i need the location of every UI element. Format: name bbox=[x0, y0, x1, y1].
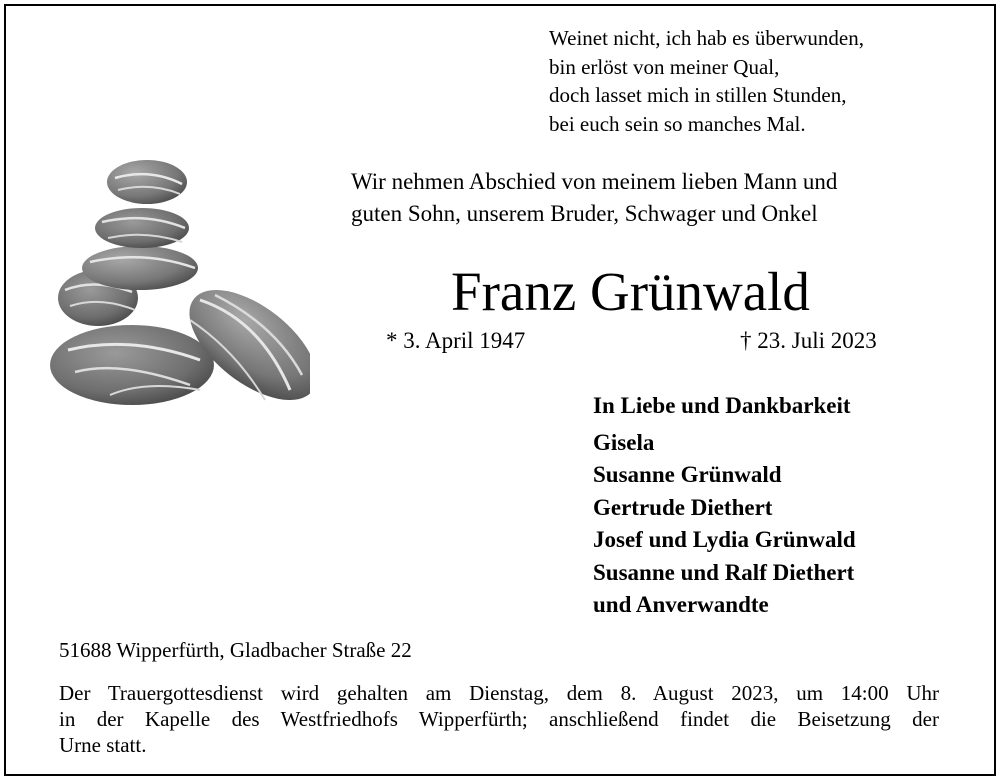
deceased-name: Franz Grünwald bbox=[451, 261, 810, 322]
service-line: Urne statt. bbox=[59, 733, 147, 757]
service-line: in der Kapelle des Westfriedhofs Wipperfürth; anschließend findet die Beisetzung der bbox=[59, 707, 939, 731]
mourners-heading: In Liebe und Dankbarkeit bbox=[593, 393, 851, 418]
intro-line: Wir nehmen Abschied von meinem lieben Mann und bbox=[351, 169, 838, 194]
mourners-list bbox=[593, 390, 856, 622]
poem-line: doch lasset mich in stillen Stunden, bbox=[549, 83, 847, 107]
intro-text bbox=[351, 166, 837, 230]
mourner-name: Susanne Grünwald bbox=[593, 462, 782, 487]
service-line: Der Trauergottesdienst wird gehalten am Dienstag, dem 8. August 2023, um 14:00 Uhr bbox=[59, 681, 939, 705]
mourner-name: Gertrude Diethert bbox=[593, 494, 773, 520]
death-date: † 23. Juli 2023 bbox=[740, 328, 877, 353]
mourner-name: und Anverwandte bbox=[593, 592, 769, 617]
birth-date: * 3. April 1947 bbox=[386, 328, 526, 353]
poem bbox=[549, 24, 864, 138]
poem-line: Weinet nicht, ich hab es überwunden, bbox=[549, 26, 864, 50]
service-info bbox=[59, 680, 939, 758]
poem-line: bei euch sein so manches Mal. bbox=[549, 111, 806, 136]
mourner-name: Susanne und Ralf Diethert bbox=[593, 559, 855, 585]
poem-line: bin erlöst von meiner Qual, bbox=[549, 54, 780, 79]
intro-line: guten Sohn, unserem Bruder, Schwager und Onkel bbox=[351, 201, 818, 226]
address: 51688 Wipperfürth, Gladbacher Straße 22 bbox=[59, 638, 412, 662]
mourner-name: Gisela bbox=[593, 429, 655, 455]
mourner-name: Josef und Lydia Grünwald bbox=[593, 527, 856, 552]
